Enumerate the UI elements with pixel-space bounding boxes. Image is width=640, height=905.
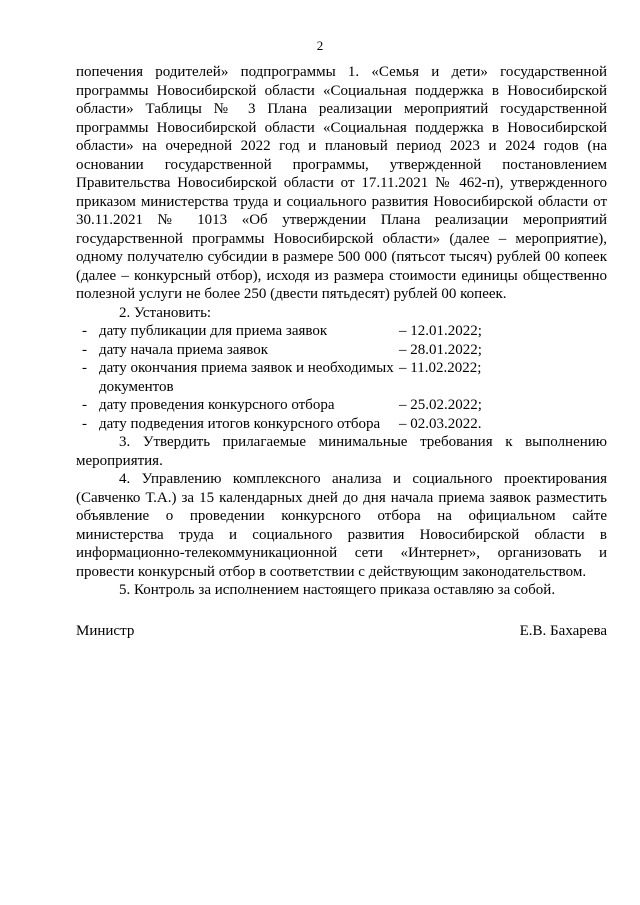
signatory-position: Министр	[76, 623, 135, 639]
date-value: – 28.01.2022;	[399, 341, 482, 358]
dates-list	[76, 322, 607, 433]
date-label: дату подведения итогов конкурсного отбора	[99, 415, 381, 432]
date-row	[76, 415, 607, 434]
date-row	[76, 359, 607, 396]
date-value: – 12.01.2022;	[399, 323, 482, 339]
paragraph-4: 4. Управлению комплексного анализа и социального проектирования (Савченко Т.А.) за 15 календарных дней до дня начала приема заявок разместить объявление о проведении конкурсного отбора на официальном сайте министерства труда и социального развития Новосибирской области в информационно-телекоммуникационной сети «Интернет», организовать и провести конкурсный отбор в соответствии с действующим законодательством.	[76, 471, 607, 580]
date-row	[76, 396, 607, 415]
date-value: – 11.02.2022;	[399, 360, 482, 376]
date-label: дату публикации для приема заявок	[99, 323, 328, 339]
list-dash: -	[82, 341, 87, 358]
paragraph-5: 5. Контроль за исполнением настоящего приказа оставляю за собой.	[119, 582, 556, 598]
date-value: – 25.02.2022;	[399, 397, 482, 413]
list-dash: -	[82, 360, 87, 376]
paragraph-intro: попечения родителей» подпрограммы 1. «Семья и дети» государственной программы Новосибирской области «Социальная поддержка в Новосибирской области» Таблицы № 3 Плана реализации мероприятий государственной программы Новосибирской области «Социальная поддержка в Новосибирской области» на очередной 2022 год и плановый период 2023 и 2024 годов (на основании государственной программы, утвержденной постановлением Правительства Новосибирской области от 17.11.2021 № 462-п), утвержденного приказом министерства труда и социального развития Новосибирской области от 30.11.2021 № 1013 «Об утверждении Плана реализации мероприятий государственной программы Новосибирской области» (далее – мероприятие), одному получателю субсидии в размере 500 000 (пятьсот тысяч) рублей 00 копеек (далее – конкурсный отбор), исходя из размера стоимости единицы общественно полезной услуги не более 250 (двести пятьдесят) рублей 00 копеек.	[76, 64, 607, 302]
date-label: дату начала приема заявок	[99, 341, 269, 358]
paragraph-3: 3. Утвердить прилагаемые минимальные требования к выполнению мероприятия.	[76, 434, 607, 469]
date-value: – 02.03.2022.	[399, 415, 482, 432]
date-row	[76, 341, 607, 360]
date-row	[76, 322, 607, 341]
document-body	[76, 63, 607, 600]
list-dash: -	[82, 397, 87, 413]
list-dash: -	[82, 415, 87, 432]
date-label: дату проведения конкурсного отбора	[99, 397, 335, 413]
paragraph-2-heading: 2. Установить:	[119, 304, 212, 321]
page-number: 2	[316, 38, 324, 53]
list-dash: -	[82, 323, 87, 339]
signatory-name: Е.В. Бахарева	[519, 623, 607, 639]
date-label: дату окончания приема заявок и необходимых документов	[99, 360, 394, 395]
